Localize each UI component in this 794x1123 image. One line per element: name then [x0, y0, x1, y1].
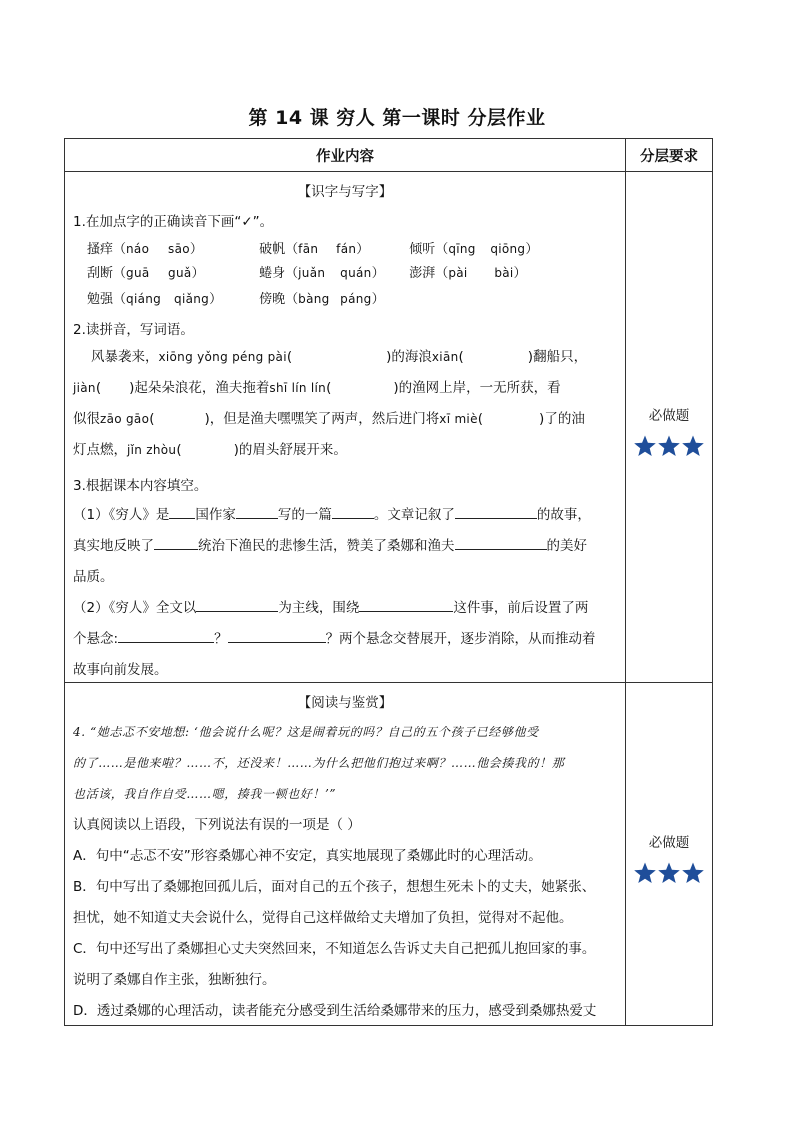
- star-icon: [633, 861, 657, 885]
- header-content: 作业内容: [65, 139, 626, 172]
- section-reading-content: [65, 683, 626, 1026]
- q4-question: 认真阅读以上语段，下列说法有误的一项是（ ）: [73, 817, 361, 833]
- q2-prompt: 2.读拼音，写词语。: [73, 322, 194, 338]
- q4-option-c-cont: 说明了桑娜自作主张，独断独行。: [73, 972, 276, 988]
- q3-paragraph: [73, 500, 621, 686]
- q3-line: （1）《穷人》是 国作家 写的一篇 。文章记叙了 的故事，: [73, 500, 621, 531]
- q1-row: [87, 288, 538, 312]
- header-requirement: 分层要求: [626, 139, 713, 172]
- star-icon: [657, 434, 681, 458]
- q4-quote-line: 也活该，我自作自受……嗯，揍我一顿也好！’”: [73, 787, 337, 801]
- q3-line: 个悬念: ？ ？两个悬念交替展开，逐步消除，从而推动着: [73, 624, 621, 655]
- q1-options: [87, 238, 538, 312]
- q1-item: 刮断（guā guǎ）: [87, 266, 205, 281]
- q1-item: 搔痒（náo sāo）: [87, 242, 203, 257]
- q2-line: 似很zāo gāo( )，但是渔夫嘿嘿笑了两声，然后进门将xī miè( )了的油: [73, 411, 585, 427]
- q1-item: 勉强（qiáng qiǎng）: [87, 292, 223, 307]
- section-literacy-content: [65, 172, 626, 683]
- section-heading: 【识字与写字】: [297, 184, 393, 200]
- q1-item: 澎湃（pài bài）: [409, 266, 527, 281]
- section-reading-row: [65, 683, 713, 1026]
- q1-item: 蜷身（juǎn quán）: [259, 266, 385, 281]
- q1-item: 破帆（fān fán）: [259, 242, 370, 257]
- q4-option-d: D．透过桑娜的心理活动，读者能充分感受到生活给桑娜带来的压力，感受到桑娜热爱丈: [73, 1003, 597, 1019]
- q3-line: 故事向前发展。: [73, 662, 168, 678]
- page-title: 第 14 课 穷人 第一课时 分层作业: [248, 107, 546, 129]
- table-header-row: [65, 139, 713, 172]
- homework-table: [64, 138, 713, 1026]
- q4-option-a: A．句中“忐忑不安”形容桑娜心神不安定，真实地展现了桑娜此时的心理活动。: [73, 848, 542, 864]
- q1-row: [87, 262, 538, 288]
- requirement-label: 必做题: [648, 835, 690, 851]
- q3-prompt: 3.根据课本内容填空。: [73, 478, 208, 494]
- q3-line: 品质。: [73, 569, 114, 585]
- section-literacy-row: [65, 172, 713, 683]
- star-icon: [633, 434, 657, 458]
- section-literacy-requirement: [626, 172, 713, 683]
- q1-prompt: 1.在加点字的正确读音下画“✓”。: [73, 214, 274, 230]
- section-reading-requirement: [626, 683, 713, 1026]
- star-icon: [681, 861, 705, 885]
- section-heading: 【阅读与鉴赏】: [297, 695, 393, 711]
- q4-option-c: C．句中还写出了桑娜担心丈夫突然回来，不知道怎么告诉丈夫自己把孤儿抱回家的事。: [73, 941, 596, 957]
- star-icon: [657, 861, 681, 885]
- q4-passage: [73, 717, 623, 1027]
- difficulty-stars: [626, 434, 712, 460]
- difficulty-stars: [626, 861, 712, 887]
- q4-option-b: B．句中写出了桑娜抱回孤儿后，面对自己的五个孩子，想想生死未卜的丈夫，她紧张、: [73, 879, 596, 895]
- q4-quote-line: 4. “她忐忑不安地想: ‘他会说什么呢？这是闹着玩的吗？自己的五个孩子已经够他受: [73, 725, 539, 739]
- q3-line: 真实地反映了 统治下渔民的悲惨生活，赞美了桑娜和渔夫 的美好: [73, 531, 621, 562]
- q2-line: 风暴袭来，xiōng yǒng péng pài( )的海浪xiān( )翻船只，: [91, 349, 588, 365]
- q1-item: 傍晚（bàng páng）: [259, 292, 385, 307]
- q2-line: 灯点燃，jǐn zhòu( )的眉头舒展开来。: [73, 442, 347, 458]
- q2-line: jiàn( )起朵朵浪花，渔夫拖着shī lín lín( )的渔网上岸，一无所获，看: [73, 380, 561, 396]
- star-icon: [681, 434, 705, 458]
- q4-option-b-cont: 担忧，她不知道丈夫会说什么，觉得自己这样做给丈夫增加了负担，觉得对不起他。: [73, 910, 573, 926]
- q4-quote-line: 的了……是他来啦？……不，还没来！……为什么把他们抱过来啊？……他会揍我的！那: [73, 756, 565, 770]
- q2-paragraph: [73, 342, 621, 466]
- q1-item: 倾听（qīng qiōng）: [409, 242, 539, 257]
- q1-row: [87, 238, 538, 262]
- q3-line: （2）《穷人》全文以 为主线，围绕 这件事，前后设置了两: [73, 593, 621, 624]
- requirement-label: 必做题: [648, 408, 690, 424]
